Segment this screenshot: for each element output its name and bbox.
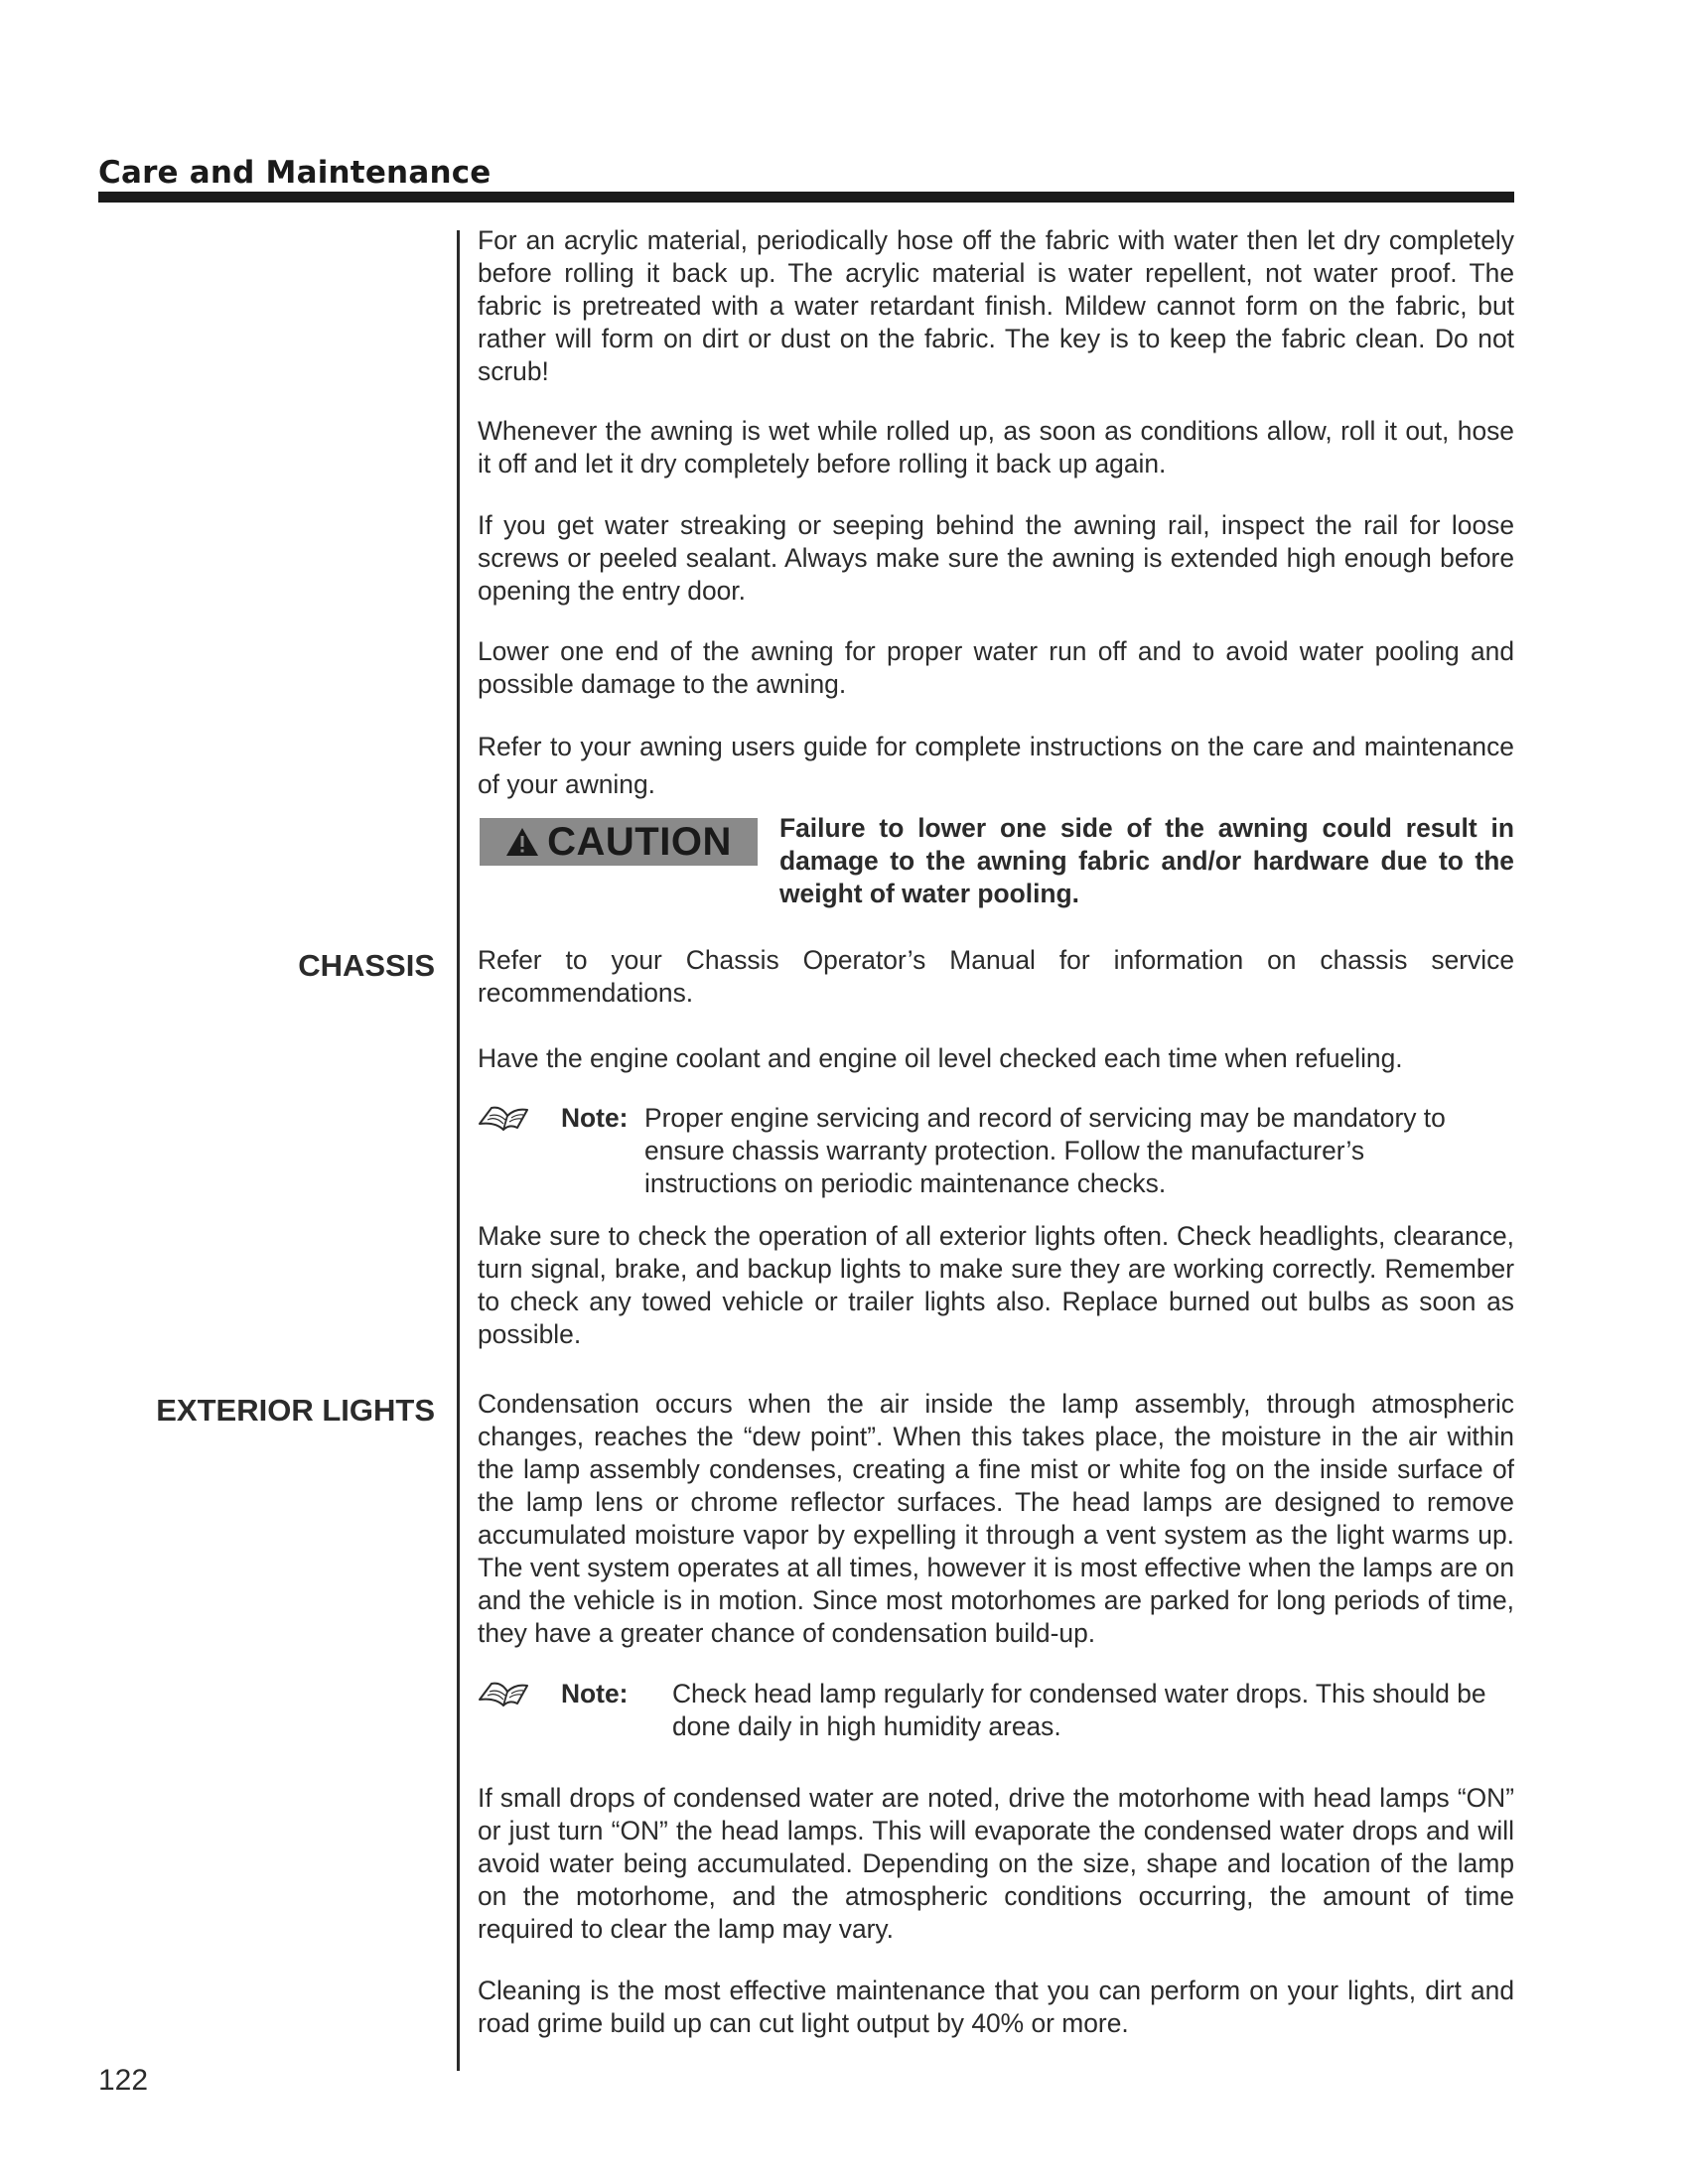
- exterior-lights-paragraph-1: Condensation occurs when the air inside the lamp assembly, through atmospheric changes, reaches the “dew point”. When this takes place, the moisture in the air within the lamp assembly condenses, creating a fine mist or white fog on the inside surface of the lamp lens or chrome reflector surfaces. The head lamps are designed to remove accumulated moisture vapor by expelling it through a vent system as the light warms up. The vent system operates at all times, however it is most effective when the lamps are on and the vehicle is in motion. Since most motorhomes are parked for long periods of time, they have a greater chance of condensation build-up.: [478, 1389, 1514, 1648]
- chassis-note-label: Note:: [561, 1103, 629, 1133]
- exterior-lights-heading: EXTERIOR LIGHTS: [156, 1393, 435, 1428]
- exterior-lights-note-text: Check head lamp regularly for condensed water drops. This should be done daily in high humidity areas.: [672, 1679, 1486, 1741]
- awning-paragraph-4: Lower one end of the awning for proper water run off and to avoid water pooling and possible damage to the awning.: [478, 636, 1514, 699]
- awning-paragraph-1: For an acrylic material, periodically hose off the fabric with water then let dry completely before rolling it back up. The acrylic material is water repellent, not water proof. The fabric is pretreated with a water retardant finish. Mildew cannot form on the fabric, but rather will form on dirt or dust on the fabric. The key is to keep the fabric clean. Do not scrub!: [478, 225, 1514, 386]
- awning-paragraph-3: If you get water streaking or seeping behind the awning rail, inspect the rail for loose screws or peeled sealant. Always make sure the awning is extended high enough before opening the entry door.: [478, 510, 1514, 606]
- awning-paragraph-5: Refer to your awning users guide for complete instructions on the care and maintenance of your awning.: [478, 732, 1514, 799]
- page-number: 122: [98, 2064, 149, 2097]
- chassis-note-text: Proper engine servicing and record of servicing may be mandatory to ensure chassis warranty protection. Follow the manufacturer’s instructions on periodic maintenance checks.: [644, 1103, 1446, 1198]
- chassis-note: [478, 1102, 1514, 1201]
- chassis-heading: CHASSIS: [298, 948, 435, 983]
- caution-label: CAUTION: [547, 819, 732, 864]
- awning-paragraph-2: Whenever the awning is wet while rolled up, as soon as conditions allow, roll it out, hose it off and let it dry completely before rolling it back up again.: [478, 416, 1514, 478]
- exterior-lights-note-label: Note:: [561, 1679, 629, 1708]
- warning-triangle-icon: [505, 827, 539, 857]
- caution-text: Failure to lower one side of the awning could result in damage to the awning fabric and/or hardware due to the weight of water pooling.: [779, 813, 1514, 908]
- chassis-paragraph-2: Have the engine coolant and engine oil level checked each time when refueling.: [478, 1043, 1403, 1073]
- exterior-lights-paragraph-3: Cleaning is the most effective maintenance that you can perform on your lights, dirt and road grime build up can cut light output by 40% or more.: [478, 1976, 1514, 2038]
- caution-badge: [480, 818, 758, 866]
- column-divider: [457, 230, 460, 2071]
- exterior-lights-paragraph-2: If small drops of condensed water are noted, drive the motorhome with head lamps “ON” or just turn “ON” the head lamps. This will evaporate the condensed water drops and will avoid water being accumulated. Depending on the size, shape and location of the lamp on the motorhome, and the atmospheric conditions occurring, the amount of time required to clear the lamp may vary.: [478, 1783, 1514, 1944]
- open-book-icon: [478, 1678, 533, 1707]
- exterior-lights-note: [478, 1678, 1514, 1747]
- open-book-icon: [478, 1102, 533, 1132]
- page-title: Care and Maintenance: [98, 155, 492, 191]
- title-rule: [98, 192, 1514, 203]
- lights-check-paragraph: Make sure to check the operation of all exterior lights often. Check headlights, clearance, turn signal, brake, and backup lights to make sure they are working correctly. Remember to check any towed vehicle or trailer lights also. Replace burned out bulbs as soon as possible.: [478, 1221, 1514, 1349]
- chassis-paragraph-1: Refer to your Chassis Operator’s Manual for information on chassis service recommendations.: [478, 945, 1514, 1008]
